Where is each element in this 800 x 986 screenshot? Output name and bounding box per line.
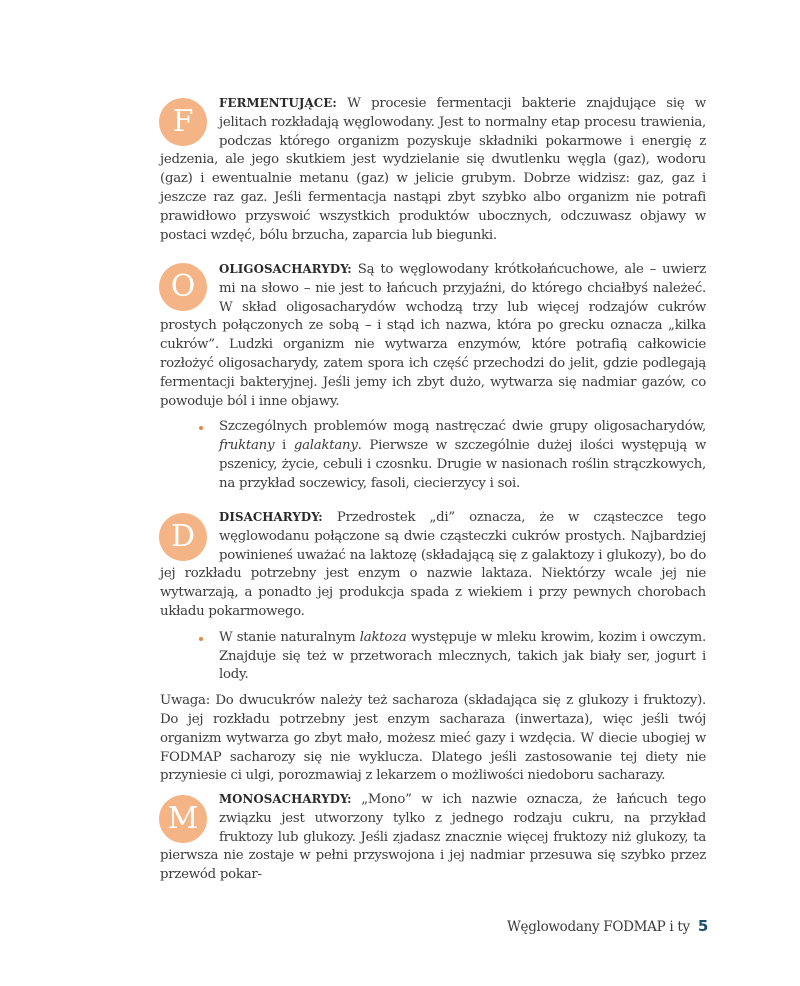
section-fermentujace xyxy=(160,94,706,245)
bullet-item: Szczególnych problemów mogą nastręczać dwie grupy oligosacharydów, fruktany i galaktany. Pierwsze w szczególnie dużej ilości występują w pszenicy, życie, cebuli i czosnku. Drugie w nasionach roślin strączkowych, na przykład soczewicy, fasoli, ciecierzycy i soi. xyxy=(160,418,706,493)
initial-letter: D xyxy=(170,519,196,554)
paragraph-disacharydy xyxy=(160,508,706,622)
initial-f-badge xyxy=(159,98,207,146)
section-disacharydy xyxy=(160,508,706,786)
term-heading: MONOSACHARYDY: xyxy=(219,792,352,806)
paragraph-text: W procesie fermentacji bakterie znajdujące się w jelitach rozkładają węglowodany. Jest to normalny etap procesu trawienia, podczas którego organizm pozyskuje składniki pokarmowe i energię z jedzenia, ale jego skutkiem jest wydzielanie się dwutlenku węgla (gaz), wodoru (gaz) i ewentualnie metanu (gaz) w jelicie grubym. Dobrze widzisz: gaz, gaz i jeszcze raz gaz. Jeśli fermentacja nastąpi zbyt szybko albo organizm nie potrafi prawidłowo przyswoić wszystkich produktów ubocznych, odczuwasz objawy w postaci wzdęć, bólu brzucha, zaparcia lub biegunki. xyxy=(160,96,706,243)
page-footer xyxy=(507,917,708,935)
term-heading: DISACHARYDY: xyxy=(219,510,323,524)
bullet-icon xyxy=(199,637,203,641)
initial-o-badge xyxy=(159,263,207,311)
term-heading: OLIGOSACHARYDY: xyxy=(219,262,352,276)
initial-letter: F xyxy=(172,104,194,139)
note-paragraph: Uwaga: Do dwucukrów należy też sacharoza (składająca się z glukozy i fruktozy). Do jej rozkładu potrzebny jest enzym sacharaza (inwertaza), więc jeśli twój organizm wytwarza go zbyt mało, możesz mieć gazy i wzdęcia. W diecie ubogiej w FODMAP sacharozy się nie wyklucza. Dlatego jeśli zastosowanie tej diety nie przyniesie ci ulgi, porozmawiaj z lekarzem o możliwości niedoboru sacharazy. xyxy=(160,693,706,784)
bullet-item: W stanie naturalnym laktoza występuje w mleku krowim, kozim i owczym. Znajduje się też w przetworach mlecznych, takich jak biały ser, jogurt i lody. xyxy=(160,629,706,685)
section-monosacharydy xyxy=(160,790,706,885)
bullet-list xyxy=(160,418,706,493)
paragraph-text: „Mono” w ich nazwie oznacza, że łańcuch tego związku jest utworzony tylko z jednego rodzaju cukru, na przykład fruktozy lub glukozy. Jeśli zjadasz znacznie więcej fruktozy niż glukozy, ta pierwsza nie zostaje w pełni przyswojona i jej nadmiar przesuwa się szybko przez przewód pokar- xyxy=(160,792,706,883)
paragraph-text: Przedrostek „di” oznacza, że w cząsteczce tego węglowodanu połączone są dwie cząsteczki cukrów prostych. Najbardziej powinieneś uważać na laktozę (składającą się z galaktozy i glukozy), bo do jej rozkładu potrzebny jest enzym o nazwie laktaza. Niektórzy wcale jej nie wytwarzają, a ponadto jej produkcja spada z wiekiem i przy pewnych chorobach układu pokarmowego. xyxy=(160,510,706,619)
section-oligosacharydy xyxy=(160,260,706,494)
bullet-list xyxy=(160,629,706,685)
bullet-icon xyxy=(199,426,203,430)
paragraph-fermentujace xyxy=(160,94,706,245)
paragraph-text: Są to węglowodany krótkołańcuchowe, ale – uwierz mi na słowo – nie jest to łańcuch przyjaźni, do którego chciałbyś należeć. W skład oligosacharydów wchodzą trzy lub więcej rodzajów cukrów prostych połączonych ze sobą – i stąd ich nazwa, która po grecku oznacza „kilka cukrów”. Ludzki organizm nie wytwarza enzymów, które potrafią całkowicie rozłożyć oligosacharydy, zatem spora ich część przechodzi do jelit, gdzie podlegają fermentacji bakteryjnej. Jeśli jemy ich zbyt dużo, wytwarza się nadmiar gazów, co powoduje ból i inne objawy. xyxy=(160,262,706,409)
page-number: 5 xyxy=(697,917,708,935)
paragraph-monosacharydy xyxy=(160,790,706,885)
running-title: Węglowodany FODMAP i ty xyxy=(506,919,690,935)
term-heading: FERMENTUJĄCE: xyxy=(219,96,337,110)
initial-letter: O xyxy=(170,269,196,304)
paragraph-oligosacharydy xyxy=(160,260,706,411)
initial-m-badge xyxy=(159,795,207,843)
initial-d-badge xyxy=(159,513,207,561)
initial-letter: M xyxy=(167,801,199,836)
